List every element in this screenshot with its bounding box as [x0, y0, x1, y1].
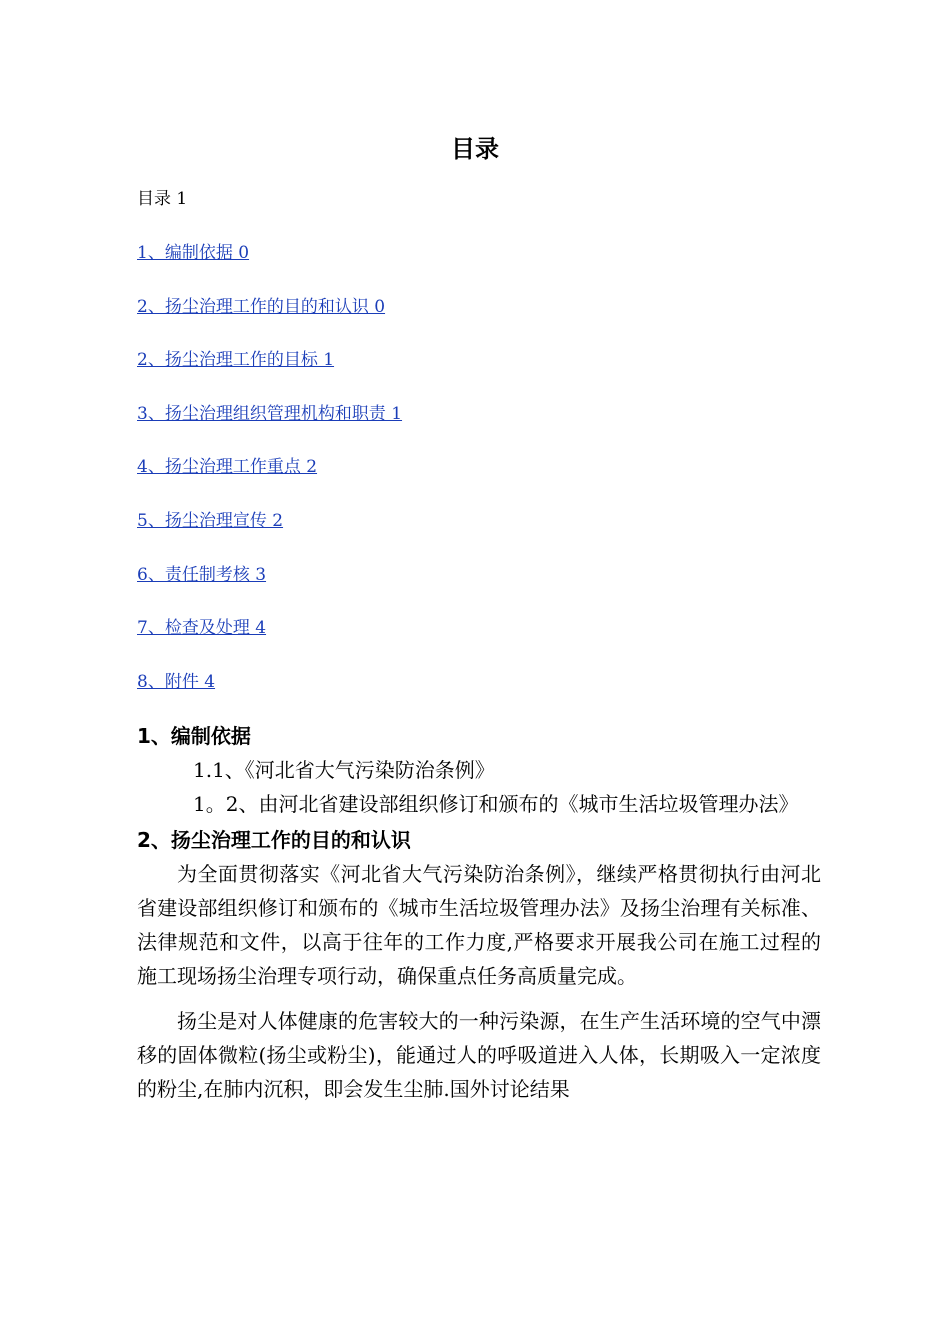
document-body [137, 719, 821, 1106]
toc-title: 目录 [451, 135, 499, 163]
toc-entry [137, 242, 402, 296]
toc-entry [137, 456, 402, 510]
toc-link-publicity[interactable]: 5、扬尘治理宣传 2 [137, 510, 284, 531]
purpose-paragraph-2: 扬尘是对人体健康的危害较大的一种污染源，在生产生活环境的空气中漂移的固体微粒(扬尘或粉尘)，能通过人的呼吸道进入人体，长期吸入一定浓度的粉尘,在肺内沉积，即会发生尘肺.国外讨论结果 [137, 1009, 821, 1101]
toc-entry [137, 403, 402, 457]
purpose-paragraph-1: 为全面贯彻落实《河北省大气污染防治条例》，继续严格贯彻执行由河北省建设部组织修订和颁布的《城市生活垃圾管理办法》及扬尘治理有关标准、法律规范和文件，以高于往年的工作力度,严格要求开展我公司在施工过程的施工现场扬尘治理专项行动，确保重点任务高质量完成。 [137, 862, 821, 988]
toc-entry [137, 349, 402, 403]
toc-link-attachments[interactable]: 8、附件 4 [137, 671, 216, 692]
toc-heading: 目录 1 [137, 189, 188, 209]
toc-list [137, 242, 402, 724]
toc-link-key-points[interactable]: 4、扬尘治理工作重点 2 [137, 457, 318, 478]
toc-entry [137, 510, 402, 564]
toc-link-basis[interactable]: 1、编制依据 0 [137, 243, 250, 263]
toc-link-goals[interactable]: 2、扬尘治理工作的目标 1 [137, 350, 335, 371]
basis-item-2: 1。2、由河北省建设部组织修订和颁布的《城市生活垃圾管理办法》 [193, 792, 799, 816]
toc-link-assessment[interactable]: 6、责任制考核 3 [137, 564, 267, 585]
section-heading-purpose: 2、扬尘治理工作的目的和认识 [137, 828, 411, 852]
toc-entry [137, 564, 402, 618]
toc-link-organization[interactable]: 3、扬尘治理组织管理机构和职责 1 [137, 403, 403, 424]
toc-link-purpose[interactable]: 2、扬尘治理工作的目的和认识 0 [137, 296, 386, 317]
basis-item-1: 1.1、《河北省大气污染防治条例》 [193, 758, 495, 782]
toc-entry [137, 296, 402, 350]
toc-entry [137, 617, 402, 671]
section-heading-basis: 1、编制依据 [137, 724, 251, 748]
toc-entry [137, 671, 402, 725]
toc-link-inspection[interactable]: 7、检查及处理 4 [137, 618, 267, 639]
